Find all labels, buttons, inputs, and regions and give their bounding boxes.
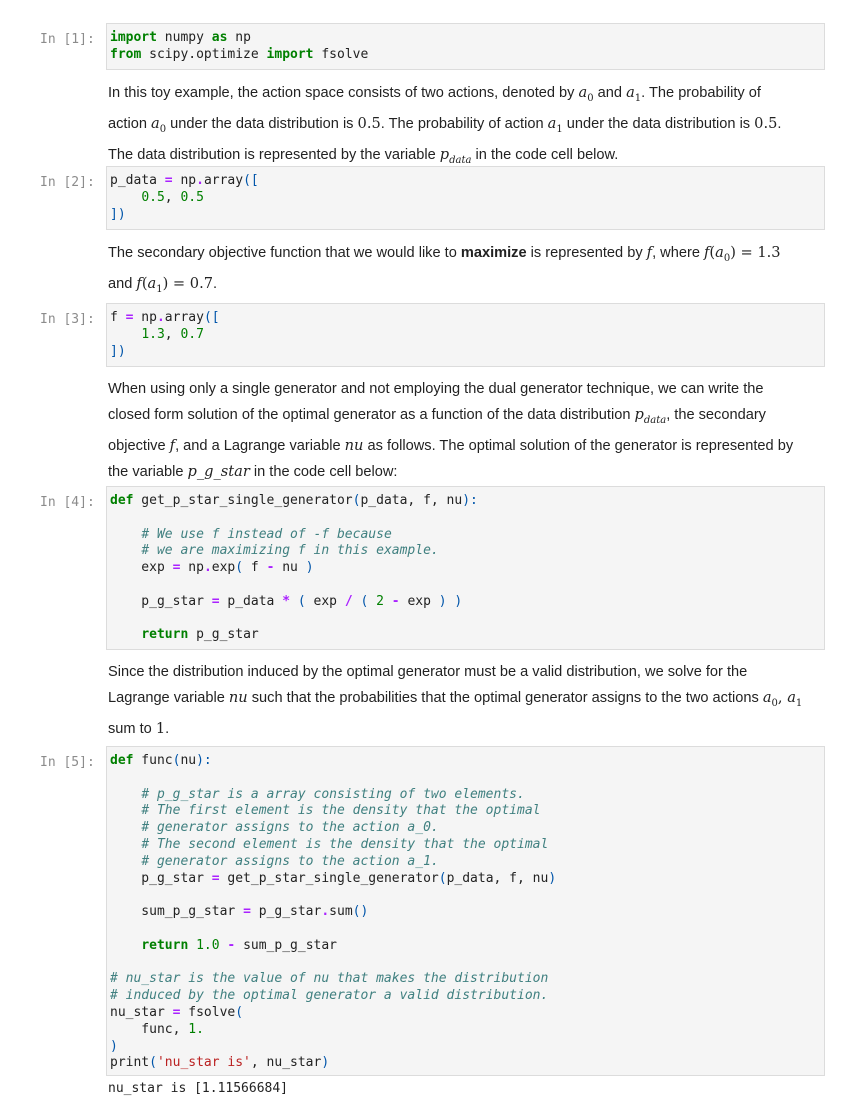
markdown-text: The secondary objective function that we would like to	[108, 245, 461, 261]
code-token: np	[180, 560, 204, 576]
code-token: p_g_star	[110, 870, 212, 886]
code-token: p_g_star	[110, 593, 212, 609]
markdown-text: as follows. The optimal solution of the generator is represented by	[363, 437, 794, 454]
code-token: p_g_star	[250, 904, 322, 920]
markdown-text: a	[547, 114, 557, 132]
code-token: (	[235, 560, 244, 576]
code-token: get_p_star_single_generator	[219, 870, 439, 886]
markdown-text: 1	[795, 697, 803, 709]
code-token: np	[227, 30, 251, 45]
code-token: .	[196, 173, 204, 188]
code-token: -	[391, 593, 400, 609]
markdown-text: 0	[771, 697, 778, 709]
code-cell-2[interactable]	[106, 166, 825, 230]
cell-prompt: In [4]:	[40, 495, 95, 510]
code-token: ):	[196, 753, 212, 768]
markdown-text: .	[213, 275, 218, 292]
markdown-text: 0.5	[357, 114, 381, 132]
code-cell-5[interactable]	[106, 746, 825, 1076]
code-token: 1.	[188, 1021, 204, 1037]
code-token: # nu_star is the value of nu that makes the distribution	[110, 971, 549, 987]
code-token	[110, 190, 141, 205]
code-editor[interactable]	[110, 310, 821, 360]
code-token: array	[164, 310, 204, 325]
markdown-text: and	[593, 85, 627, 101]
markdown-text: closed form solution of the optimal generator as a function of the data distribution	[108, 407, 635, 423]
markdown-cell-3	[108, 377, 813, 485]
code-token: 0.5	[180, 189, 204, 205]
markdown-text: action	[108, 115, 151, 132]
markdown-text: , the secondary	[666, 407, 766, 423]
code-token: exp	[110, 560, 173, 576]
code-token: # The first element is the density that the optimal	[141, 803, 541, 819]
code-token: ])	[110, 343, 126, 359]
markdown-text: 1	[155, 719, 166, 737]
code-token: exp	[305, 593, 345, 609]
code-token: sum	[329, 904, 353, 920]
markdown-text: a	[578, 84, 588, 101]
code-token: f	[110, 310, 126, 325]
code-token: )	[438, 593, 447, 609]
code-token: *	[282, 593, 291, 609]
code-token: # generator assigns to the action a_1.	[141, 853, 439, 869]
code-token: )	[548, 870, 557, 886]
code-token: fsolve	[180, 1004, 236, 1020]
code-token: /	[344, 593, 353, 609]
code-token: get_p_star_single_generator	[133, 493, 353, 508]
code-token	[110, 803, 141, 818]
code-token: (	[360, 593, 369, 609]
markdown-text: . The probability of	[641, 85, 761, 101]
markdown-text: (	[141, 274, 148, 292]
code-token: ,	[164, 326, 181, 342]
markdown-text: 1	[634, 92, 642, 104]
code-editor[interactable]	[110, 173, 821, 223]
code-token: func	[133, 753, 173, 768]
code-token: # we are maximizing f in this example.	[141, 543, 439, 559]
markdown-text: (	[709, 244, 716, 261]
markdown-text: the variable	[108, 463, 188, 480]
cell-prompt: In [1]:	[40, 32, 95, 47]
markdown-text: In this toy example, the action space consists of two actions, denoted by	[108, 85, 579, 101]
code-token	[110, 627, 141, 642]
markdown-text: 0	[159, 123, 167, 135]
markdown-text: .	[777, 115, 782, 132]
markdown-cell-2	[108, 240, 813, 302]
markdown-text: 1	[556, 123, 563, 135]
code-token: print	[110, 1055, 150, 1071]
code-cell-4[interactable]	[106, 486, 825, 650]
markdown-text: f	[136, 274, 142, 292]
markdown-text: a	[762, 689, 772, 706]
markdown-text: Since the distribution induced by the optimal generator must be a valid distribution, we solve for the	[108, 664, 748, 680]
code-token: p_data	[219, 593, 283, 609]
code-token: 0.5	[141, 189, 165, 205]
code-token: p_data, f, nu	[360, 493, 463, 508]
cell-output: nu_star is [1.11566684]	[108, 1081, 289, 1096]
markdown-text: ,	[777, 689, 788, 706]
markdown-text: .	[165, 720, 170, 737]
code-token: exp	[211, 560, 236, 576]
code-token: (	[149, 1055, 157, 1071]
code-token: =	[211, 593, 220, 609]
markdown-text: a	[787, 689, 796, 706]
code-token	[110, 327, 141, 342]
code-token: ([	[203, 310, 220, 325]
code-token	[368, 594, 376, 609]
markdown-text: nu	[344, 436, 364, 454]
code-token: 1.0	[196, 937, 220, 953]
code-token: # p_g_star is a array consisting of two elements.	[141, 786, 525, 802]
code-token: ([	[243, 173, 259, 188]
markdown-text: a	[626, 84, 635, 101]
markdown-text: , where	[652, 245, 704, 261]
code-token: )	[305, 560, 314, 576]
code-token: array	[203, 173, 244, 188]
code-token: (	[438, 870, 447, 886]
code-token	[110, 787, 141, 802]
code-token: =	[125, 310, 134, 325]
cell-prompt: In [3]:	[40, 312, 95, 327]
markdown-text: 1	[156, 283, 163, 295]
markdown-text: Lagrange variable	[108, 690, 229, 706]
markdown-text: nu	[228, 689, 248, 706]
code-token: p_data	[110, 173, 165, 188]
code-token: np	[133, 310, 157, 325]
code-token: # induced by the optimal generator a valid distribution.	[110, 988, 549, 1004]
code-token: 2	[376, 593, 384, 609]
code-token: .	[156, 310, 165, 325]
code-token: return	[141, 937, 189, 953]
code-token: ):	[462, 493, 478, 508]
markdown-text: . The probability of action	[380, 115, 548, 132]
markdown-text: data	[643, 414, 667, 426]
code-token: # generator assigns to the action a_0.	[141, 820, 439, 836]
code-token: )	[454, 593, 463, 609]
code-token: =	[211, 870, 220, 886]
code-token: (	[172, 753, 181, 768]
code-token: =	[164, 173, 173, 188]
code-token	[110, 527, 141, 542]
code-token: .	[321, 904, 330, 920]
code-token: p_data, f, nu	[446, 870, 549, 886]
code-cell-3[interactable]	[106, 303, 825, 367]
markdown-cell-1	[108, 80, 813, 173]
code-token: sum_p_g_star	[110, 904, 244, 920]
code-token	[110, 837, 141, 852]
code-token: (	[297, 593, 306, 609]
markdown-text: 0	[723, 252, 731, 264]
code-token	[384, 594, 392, 609]
markdown-cell-4	[108, 660, 813, 742]
code-token: p_g_star	[188, 627, 259, 643]
markdown-text: a	[151, 114, 160, 132]
code-token: fsolve	[313, 46, 369, 62]
code-token: (	[235, 1004, 244, 1020]
markdown-text: in the code cell below.	[471, 146, 619, 163]
code-token	[110, 820, 141, 835]
code-token: import	[110, 30, 157, 45]
code-token	[188, 938, 196, 953]
markdown-text: maximize	[460, 245, 527, 261]
code-token: sum_p_g_star	[235, 937, 337, 953]
markdown-text: is represented by	[526, 245, 647, 261]
markdown-text: ) = 0.7	[162, 274, 214, 292]
code-cell-1[interactable]	[106, 23, 825, 70]
markdown-text: p_g_star	[187, 462, 250, 480]
code-token: 0.7	[180, 326, 204, 342]
code-token	[110, 938, 141, 953]
code-token: import	[266, 46, 314, 62]
code-token: func,	[110, 1021, 189, 1037]
code-token: from	[110, 46, 142, 62]
markdown-text: 0	[587, 92, 594, 104]
markdown-text: data	[449, 154, 472, 166]
code-token: ,	[164, 189, 181, 205]
markdown-text: objective	[108, 437, 170, 454]
markdown-text: The data distribution is represented by the variable	[108, 146, 440, 163]
code-token: return	[141, 627, 189, 643]
code-token: =	[243, 904, 251, 920]
code-token: =	[172, 560, 181, 576]
markdown-text: 0.5	[754, 114, 778, 132]
code-editor[interactable]	[110, 493, 821, 644]
code-token	[290, 594, 298, 609]
code-token: # We use f instead of -f because	[141, 526, 392, 542]
code-token: numpy	[156, 30, 212, 45]
cell-prompt: In [2]:	[40, 175, 95, 190]
code-token: scipy.optimize	[141, 46, 267, 62]
code-token: (	[352, 493, 361, 508]
code-token: def	[110, 753, 134, 768]
code-editor[interactable]	[110, 753, 821, 1072]
markdown-text: When using only a single generator and not employing the dual generator technique, we can write the	[108, 381, 764, 397]
code-token: )	[110, 1038, 118, 1054]
code-token: ()	[352, 904, 369, 920]
cell-prompt: In [5]:	[40, 755, 95, 770]
markdown-text: in the code cell below:	[249, 463, 398, 480]
code-token: def	[110, 493, 134, 508]
code-token: -	[266, 560, 275, 576]
code-token: =	[172, 1004, 181, 1020]
markdown-text: p	[439, 145, 450, 163]
code-editor[interactable]	[110, 30, 821, 64]
markdown-text: a	[715, 244, 724, 261]
code-token: as	[211, 30, 228, 45]
markdown-text: f	[169, 436, 176, 454]
code-token: 1.3	[141, 326, 165, 342]
markdown-text: and	[108, 275, 137, 292]
code-token: exp	[399, 593, 439, 609]
markdown-text: f	[646, 244, 653, 261]
code-token: , nu_star	[250, 1055, 322, 1071]
code-token: f	[243, 560, 267, 576]
code-token: 'nu_star is'	[156, 1055, 251, 1071]
code-token: np	[172, 173, 197, 188]
code-token: nu_star	[110, 1004, 173, 1020]
code-token	[110, 854, 141, 869]
markdown-text: , and a Lagrange variable	[175, 437, 345, 454]
code-token: nu	[180, 753, 197, 768]
markdown-text: a	[147, 274, 157, 292]
markdown-text: sum to	[108, 720, 156, 737]
markdown-text: such that the probabilities that the optimal generator assigns to the two actions	[247, 690, 763, 706]
code-token: # The second element is the density that the optimal	[141, 836, 549, 852]
code-token: nu	[274, 560, 306, 576]
markdown-text: under the data distribution is	[562, 115, 755, 132]
markdown-text: under the data distribution is	[166, 115, 358, 132]
markdown-text: p	[634, 406, 644, 423]
code-token: )	[321, 1055, 330, 1071]
code-token: -	[227, 937, 236, 953]
markdown-text: f	[704, 244, 710, 261]
code-token: .	[203, 560, 212, 576]
code-token	[110, 543, 141, 558]
markdown-text: ) = 1.3	[730, 244, 781, 261]
code-token: ])	[110, 206, 126, 222]
